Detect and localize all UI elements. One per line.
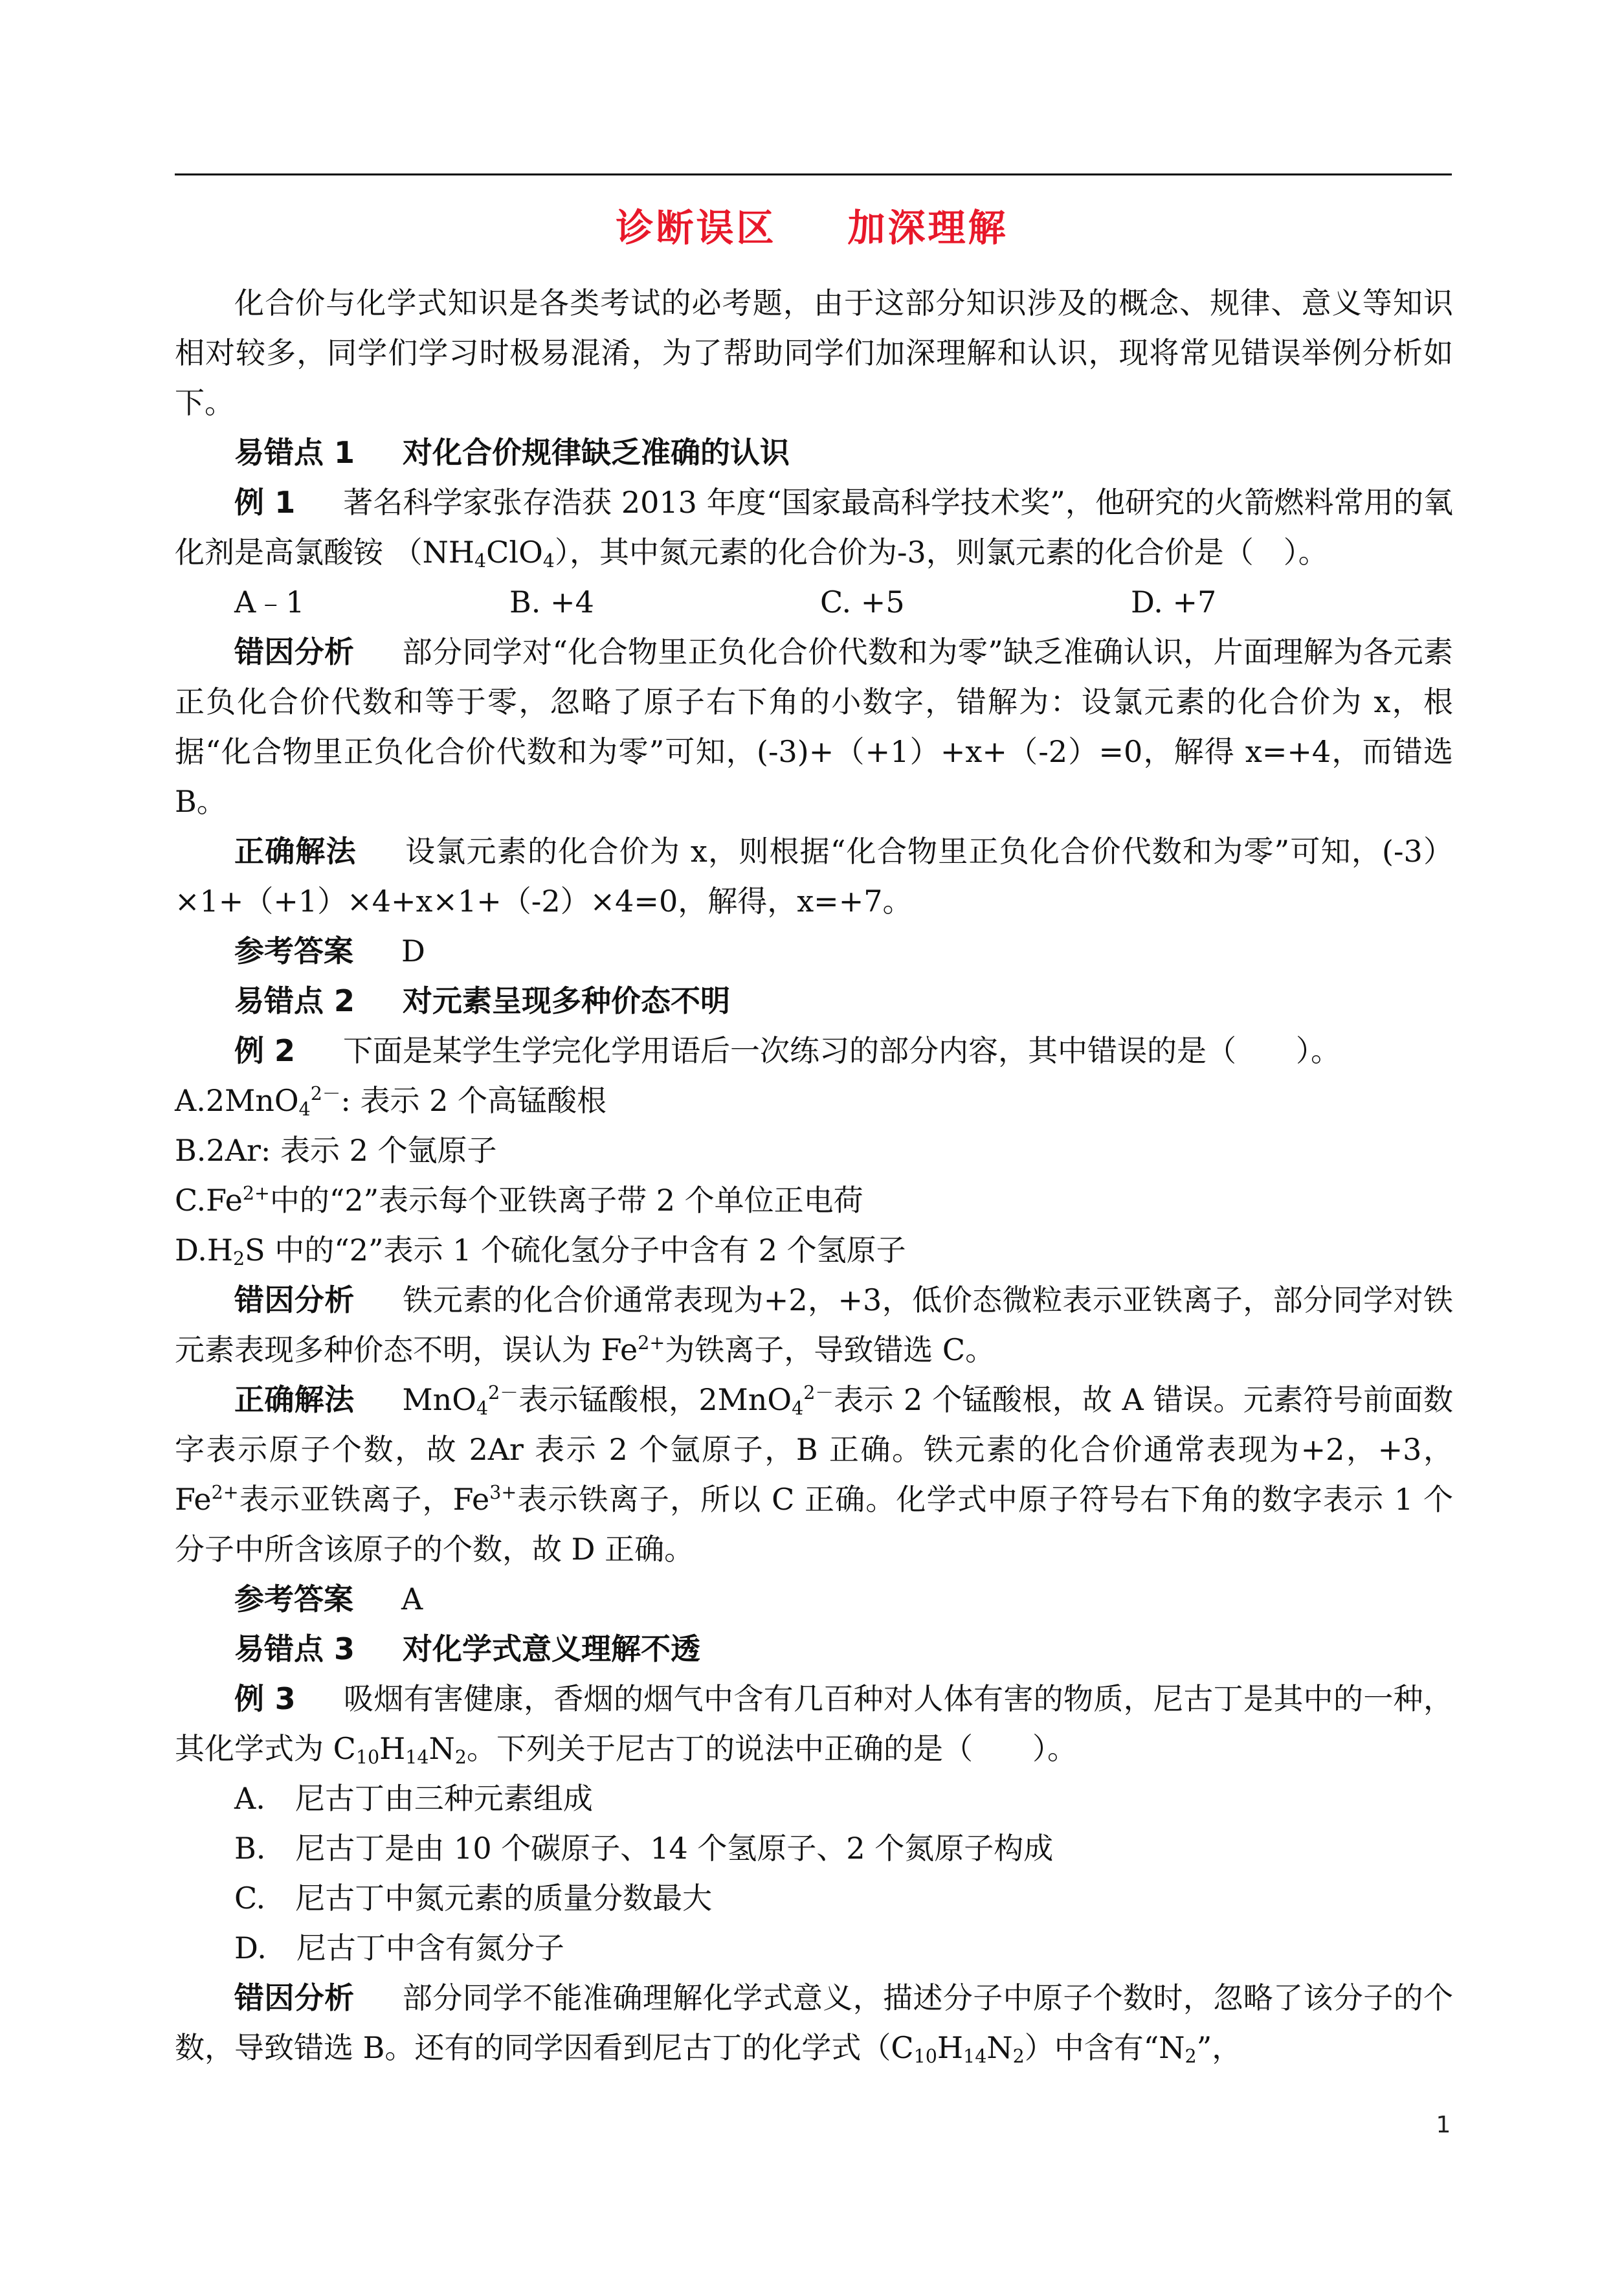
analysis-3-text: ”， [1196,2030,1242,2065]
solution-2-label: 正确解法 [234,1382,355,1417]
analysis-3-text: N [986,2030,1013,2065]
example-3-text: 吸烟有害健康，香烟的烟气中含有几百种对人体有害的物质，尼古丁是其中的一种，其化学式为 C [175,1681,1453,1766]
solution-1 [175,827,1453,926]
analysis-2-label: 错因分析 [234,1282,355,1317]
answer-1 [175,926,1453,976]
section-3-label: 易错点 3 [234,1631,355,1666]
analysis-3-text: ）中含有“N [1024,2030,1185,2065]
analysis-2 [175,1275,1453,1375]
subscript: 14 [963,2046,987,2068]
example-3-option-b: B. 尼古丁是由 10 个碳原子、14 个氢原子、2 个氮原子构成 [234,1831,1054,1866]
analysis-3-text: H [937,2030,964,2065]
example-1-options [175,577,1453,627]
superscript: 2+ [211,1481,239,1503]
subscript: 14 [405,1747,429,1769]
analysis-2-text-a: 铁元素的化合价通常表现为+2，+3，低价态微粒表示亚铁离子，部分同学对铁元素表现多种价态不明，误认为 Fe [175,1282,1454,1367]
page-number: 1 [1436,2112,1451,2138]
analysis-3 [175,1973,1453,2073]
section-heading-1 [175,428,1453,478]
subscript: 4 [542,550,555,572]
superscript: 2－ [488,1381,518,1404]
subscript: 4 [792,1398,804,1420]
analysis-3-text: 部分同学不能准确理解化学式意义，描述分子中原子个数时，忽略了该分子的个数，导致错选 B。还有的同学因看到尼古丁的化学式（C [175,1980,1454,2065]
superscript: 2+ [242,1182,270,1204]
subscript: 4 [474,550,487,572]
title-left: 诊断误区 [616,206,777,250]
superscript: 3+ [489,1481,517,1503]
section-2-title: 对元素呈现多种价态不明 [403,983,731,1018]
example-1-text-c: ），其中氮元素的化合价为-3，则氯元素的化合价是（ ）。 [554,535,1328,570]
example-2-text: 下面是某学生学完化学用语后一次练习的部分内容，其中错误的是（ ）。 [343,1033,1341,1068]
option-a-desc: : 表示 2 个高锰酸根 [340,1083,607,1118]
subscript: 2 [1012,2046,1025,2068]
option-d-text: D.H [175,1233,233,1268]
example-1-text-b: ClO [486,535,543,570]
analysis-1 [175,627,1453,827]
analysis-1-text: 部分同学对“化合物里正负化合价代数和为零”缺乏准确认识，片面理解为各元素正负化合价代数和等于零，忽略了原子右下角的小数字，错解为：设氯元素的化合价为 x，根据“化合物里正负化合价代数和为零”可知，(-3)+（+1）+x+（-2）=0，解得 x=+4，而错选 B。 [175,634,1453,819]
example-3-text: N [428,1731,455,1766]
example-1-label: 例 1 [234,485,296,520]
subscript: 2 [1185,2046,1197,2068]
subscript: 10 [355,1747,380,1769]
example-3-label: 例 3 [234,1681,296,1716]
example-3-text: H [379,1731,406,1766]
solution-2-text: 表示铁离子，所以 C 正确。化学式中原子符号右下角的数字表示 1 个分子中所含该原子的个数，故 D 正确。 [175,1482,1454,1567]
example-2-option-a [175,1076,1453,1126]
superscript: 2－ [310,1082,341,1104]
solution-2-text: 表示 2 个锰酸根，故 A 错误。元素符号前面数字表示原子个数，故 2Ar 表示 2 个氩原子，B 正确。铁元素的化合价通常表现为+2，+3，Fe [175,1382,1453,1517]
solution-1-text: 设氯元素的化合价为 x，则根据“化合物里正负化合价代数和为零”可知，(-3）×1+（+1）×4+x×1+（-2）×4=0，解得，x=+7。 [175,834,1454,919]
solution-2 [175,1375,1453,1574]
example-2-option-c [175,1176,1453,1225]
header-rule [175,173,1452,175]
solution-2-text: 表示锰酸根，2MnO [518,1382,792,1417]
title-right: 加深理解 [847,206,1008,250]
example-3-option-c: C. 尼古丁中氮元素的质量分数最大 [234,1881,713,1916]
section-3-title: 对化学式意义理解不透 [403,1631,701,1666]
superscript: 2－ [803,1381,834,1404]
option-c: C. +5 [820,585,905,620]
option-d-desc: S 中的“2”表示 1 个硫化氢分子中含有 2 个氢原子 [245,1233,906,1268]
analysis-2-text-b: 为铁离子，导致错选 C。 [665,1332,996,1367]
option-a: A﹣1 [234,585,305,620]
answer-2-value: A [401,1582,423,1616]
solution-1-label: 正确解法 [234,834,357,869]
solution-2-text: MnO [402,1382,476,1417]
solution-2-text: 表示亚铁离子，Fe [238,1482,490,1517]
page-title [0,202,1624,254]
example-1-text-a: 著名科学家张存浩获 2013 年度“国家最高科学技术奖”，他研究的火箭燃料常用的氧化剂是高氯酸铵 （NH [175,485,1454,570]
section-1-title: 对化合价规律缺乏准确的认识 [403,435,790,470]
subscript: 2 [454,1747,467,1769]
example-3-option-d: D. 尼古丁中含有氮分子 [234,1930,564,1965]
answer-1-value: D [401,934,425,968]
section-heading-2 [175,976,1453,1026]
section-1-label: 易错点 1 [234,435,355,470]
section-2-label: 易错点 2 [234,983,355,1018]
document-body [175,278,1453,2073]
superscript: 2+ [638,1332,665,1354]
answer-2 [175,1574,1453,1624]
subscript: 4 [298,1099,311,1121]
example-2-option-d [175,1225,1453,1275]
analysis-3-label: 错因分析 [234,1980,355,2015]
option-c-desc: 中的“2”表示每个亚铁离子带 2 个单位正电荷 [269,1183,863,1218]
intro-paragraph: 化合价与化学式知识是各类考试的必考题，由于这部分知识涉及的概念、规律、意义等知识相对较多，同学们学习时极易混淆，为了帮助同学们加深理解和认识，现将常见错误举例分析如下。 [175,285,1453,420]
option-c-text: C.Fe [175,1183,243,1218]
section-heading-3 [175,1624,1453,1674]
example-1-question [175,478,1453,577]
subscript: 4 [476,1398,489,1420]
example-3-text: 。下列关于尼古丁的说法中正确的是（ ）。 [466,1731,1077,1766]
subscript: 10 [913,2046,937,2068]
option-a-text: A.2MnO [175,1083,299,1118]
option-b: B. +4 [509,585,594,620]
example-3-option-a: A. 尼古丁由三种元素组成 [234,1781,593,1816]
example-2-question [175,1026,1453,1076]
example-2-label: 例 2 [234,1033,296,1068]
subscript: 2 [232,1248,245,1270]
example-3-question [175,1674,1453,1774]
answer-1-label: 参考答案 [234,934,353,968]
option-d: D. +7 [1131,585,1217,620]
example-2-option-b: B.2Ar: 表示 2 个氩原子 [175,1133,497,1168]
answer-2-label: 参考答案 [234,1582,353,1616]
analysis-1-label: 错因分析 [234,634,355,669]
